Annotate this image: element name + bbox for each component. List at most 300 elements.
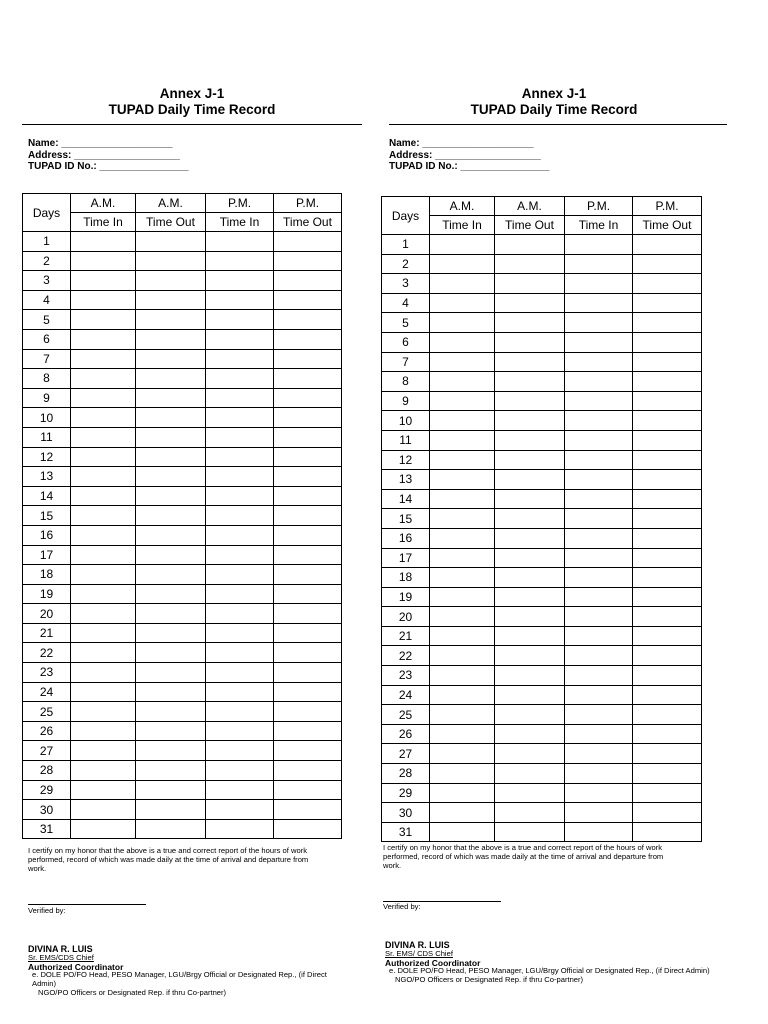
time-entry-cell[interactable]	[565, 509, 633, 529]
time-entry-cell[interactable]	[274, 427, 342, 447]
time-entry-cell[interactable]	[206, 290, 274, 310]
address-field[interactable]: Address: ___________________	[389, 149, 541, 161]
time-entry-cell[interactable]	[206, 486, 274, 506]
time-entry-cell[interactable]	[71, 310, 136, 330]
time-entry-cell[interactable]	[633, 372, 702, 392]
time-entry-cell[interactable]	[430, 724, 495, 744]
time-entry-cell[interactable]	[565, 764, 633, 784]
time-entry-cell[interactable]	[71, 290, 136, 310]
time-entry-cell[interactable]	[206, 623, 274, 643]
time-entry-cell[interactable]	[136, 408, 206, 428]
time-entry-cell[interactable]	[274, 349, 342, 369]
time-entry-cell[interactable]	[430, 783, 495, 803]
time-entry-cell[interactable]	[633, 489, 702, 509]
time-entry-cell[interactable]	[71, 506, 136, 526]
time-entry-cell[interactable]	[206, 565, 274, 585]
time-entry-cell[interactable]	[136, 290, 206, 310]
time-entry-cell[interactable]	[495, 430, 565, 450]
time-in-header: Time In	[206, 213, 274, 232]
time-in-header: Time In	[565, 216, 633, 235]
table-row	[23, 682, 342, 702]
time-entry-cell[interactable]	[274, 800, 342, 820]
time-entry-cell[interactable]	[206, 408, 274, 428]
day-number: 1	[23, 232, 71, 252]
time-entry-cell[interactable]	[274, 702, 342, 722]
time-entry-cell[interactable]	[565, 489, 633, 509]
day-number: 24	[382, 685, 430, 705]
time-entry-cell[interactable]	[565, 685, 633, 705]
time-entry-cell[interactable]	[274, 682, 342, 702]
annex-label: Annex J-1	[159, 86, 225, 101]
time-entry-cell[interactable]	[430, 626, 495, 646]
time-entry-cell[interactable]	[633, 274, 702, 294]
time-entry-cell[interactable]	[565, 352, 633, 372]
am-header: A.M.	[430, 197, 495, 216]
time-entry-cell[interactable]	[430, 587, 495, 607]
time-entry-cell[interactable]	[274, 741, 342, 761]
table-row	[23, 721, 342, 741]
time-entry-cell[interactable]	[430, 509, 495, 529]
annex-label: Annex J-1	[521, 86, 587, 101]
time-entry-cell[interactable]	[565, 274, 633, 294]
time-entry-cell[interactable]	[565, 666, 633, 686]
time-entry-cell[interactable]	[136, 310, 206, 330]
time-entry-cell[interactable]	[274, 663, 342, 683]
time-entry-cell[interactable]	[136, 780, 206, 800]
time-entry-cell[interactable]	[206, 525, 274, 545]
time-entry-cell[interactable]	[633, 254, 702, 274]
time-entry-cell[interactable]	[495, 685, 565, 705]
time-entry-cell[interactable]	[206, 447, 274, 467]
time-entry-cell[interactable]	[430, 411, 495, 431]
time-entry-cell[interactable]	[136, 329, 206, 349]
time-in-header: Time In	[430, 216, 495, 235]
time-entry-cell[interactable]	[206, 643, 274, 663]
table-row	[382, 254, 702, 274]
time-entry-cell[interactable]	[430, 313, 495, 333]
time-entry-cell[interactable]	[71, 584, 136, 604]
time-entry-cell[interactable]	[430, 646, 495, 666]
time-entry-cell[interactable]	[206, 663, 274, 683]
time-entry-cell[interactable]	[430, 332, 495, 352]
time-entry-cell[interactable]	[633, 568, 702, 588]
time-entry-cell[interactable]	[633, 293, 702, 313]
time-entry-cell[interactable]	[495, 235, 565, 255]
time-entry-cell[interactable]	[136, 369, 206, 389]
time-entry-cell[interactable]	[136, 486, 206, 506]
time-entry-cell[interactable]	[71, 741, 136, 761]
time-entry-cell[interactable]	[136, 682, 206, 702]
time-entry-cell[interactable]	[71, 819, 136, 839]
time-entry-cell[interactable]	[633, 528, 702, 548]
time-entry-cell[interactable]	[633, 646, 702, 666]
time-entry-cell[interactable]	[495, 254, 565, 274]
coordinator-note: NGO/PO Officers or Designated Rep. if thru Co-partner)	[38, 987, 227, 997]
time-entry-cell[interactable]	[565, 528, 633, 548]
time-entry-cell[interactable]	[274, 545, 342, 565]
time-entry-cell[interactable]	[71, 604, 136, 624]
time-entry-cell[interactable]	[206, 388, 274, 408]
time-entry-cell[interactable]	[274, 486, 342, 506]
time-entry-cell[interactable]	[206, 369, 274, 389]
time-entry-cell[interactable]	[495, 724, 565, 744]
day-number: 27	[23, 741, 71, 761]
time-entry-cell[interactable]	[633, 313, 702, 333]
tupad-id-field[interactable]: TUPAD ID No.: ________________	[389, 161, 550, 172]
time-entry-cell[interactable]	[565, 450, 633, 470]
time-entry-cell[interactable]	[495, 764, 565, 784]
time-entry-cell[interactable]	[136, 604, 206, 624]
time-entry-cell[interactable]	[71, 427, 136, 447]
time-entry-cell[interactable]	[495, 450, 565, 470]
time-entry-cell[interactable]	[136, 251, 206, 271]
time-entry-cell[interactable]	[633, 705, 702, 725]
time-entry-cell[interactable]	[565, 705, 633, 725]
time-entry-cell[interactable]	[206, 800, 274, 820]
time-entry-cell[interactable]	[430, 391, 495, 411]
time-entry-cell[interactable]	[633, 685, 702, 705]
time-entry-cell[interactable]	[71, 565, 136, 585]
time-entry-cell[interactable]	[430, 430, 495, 450]
time-entry-cell[interactable]	[274, 271, 342, 291]
table-row	[382, 724, 702, 744]
time-entry-cell[interactable]	[136, 584, 206, 604]
time-entry-cell[interactable]	[206, 545, 274, 565]
table-row	[23, 604, 342, 624]
time-entry-cell[interactable]	[136, 721, 206, 741]
table-row	[382, 372, 702, 392]
time-entry-cell[interactable]	[495, 744, 565, 764]
time-entry-cell[interactable]	[430, 803, 495, 823]
time-entry-cell[interactable]	[206, 427, 274, 447]
time-entry-cell[interactable]	[430, 254, 495, 274]
time-entry-cell[interactable]	[136, 643, 206, 663]
time-entry-cell[interactable]	[495, 822, 565, 842]
time-entry-cell[interactable]	[633, 744, 702, 764]
time-entry-cell[interactable]	[136, 565, 206, 585]
day-number: 15	[382, 509, 430, 529]
time-entry-cell[interactable]	[206, 467, 274, 487]
time-entry-cell[interactable]	[274, 525, 342, 545]
dtr-form-left	[22, 86, 362, 997]
time-entry-cell[interactable]	[136, 663, 206, 683]
time-entry-cell[interactable]	[495, 274, 565, 294]
time-entry-cell[interactable]	[495, 803, 565, 823]
time-entry-cell[interactable]	[430, 352, 495, 372]
time-entry-cell[interactable]	[495, 666, 565, 686]
time-entry-cell[interactable]	[206, 682, 274, 702]
time-entry-cell[interactable]	[565, 783, 633, 803]
time-entry-cell[interactable]	[274, 780, 342, 800]
time-entry-cell[interactable]	[136, 232, 206, 252]
time-entry-cell[interactable]	[206, 271, 274, 291]
verified-by-label: Verified by:	[383, 902, 421, 911]
time-entry-cell[interactable]	[274, 251, 342, 271]
time-entry-cell[interactable]	[430, 548, 495, 568]
time-entry-cell[interactable]	[633, 548, 702, 568]
time-entry-cell[interactable]	[274, 467, 342, 487]
time-entry-cell[interactable]	[430, 235, 495, 255]
time-entry-cell[interactable]	[495, 548, 565, 568]
day-number: 17	[23, 545, 71, 565]
time-entry-cell[interactable]	[206, 232, 274, 252]
time-entry-cell[interactable]	[633, 822, 702, 842]
time-entry-cell[interactable]	[71, 349, 136, 369]
time-entry-cell[interactable]	[71, 271, 136, 291]
coordinator-block	[28, 945, 348, 998]
time-entry-cell[interactable]	[136, 623, 206, 643]
time-entry-cell[interactable]	[136, 388, 206, 408]
time-entry-cell[interactable]	[430, 528, 495, 548]
time-entry-cell[interactable]	[430, 666, 495, 686]
time-entry-cell[interactable]	[430, 450, 495, 470]
time-entry-cell[interactable]	[71, 643, 136, 663]
time-entry-cell[interactable]	[274, 565, 342, 585]
time-entry-cell[interactable]	[136, 702, 206, 722]
time-entry-cell[interactable]	[565, 372, 633, 392]
time-entry-cell[interactable]	[495, 528, 565, 548]
address-field[interactable]: Address: ___________________	[28, 149, 180, 161]
time-entry-cell[interactable]	[71, 486, 136, 506]
time-entry-cell[interactable]	[274, 643, 342, 663]
time-entry-cell[interactable]	[71, 232, 136, 252]
time-entry-cell[interactable]	[495, 568, 565, 588]
day-number: 13	[23, 467, 71, 487]
time-entry-cell[interactable]	[71, 702, 136, 722]
time-entry-cell[interactable]	[274, 329, 342, 349]
time-entry-cell[interactable]	[565, 822, 633, 842]
time-entry-cell[interactable]	[206, 702, 274, 722]
tupad-id-field[interactable]: TUPAD ID No.: ________________	[28, 161, 189, 172]
time-entry-cell[interactable]	[565, 548, 633, 568]
time-entry-cell[interactable]	[206, 741, 274, 761]
time-entry-cell[interactable]	[136, 271, 206, 291]
day-number: 26	[23, 721, 71, 741]
table-row	[382, 489, 702, 509]
time-entry-cell[interactable]	[633, 783, 702, 803]
time-entry-cell[interactable]	[206, 310, 274, 330]
time-entry-cell[interactable]	[430, 607, 495, 627]
table-row	[23, 427, 342, 447]
day-number: 4	[382, 293, 430, 313]
time-entry-cell[interactable]	[136, 800, 206, 820]
day-number: 25	[23, 702, 71, 722]
time-entry-cell[interactable]	[633, 607, 702, 627]
time-entry-cell[interactable]	[71, 408, 136, 428]
time-entry-cell[interactable]	[274, 584, 342, 604]
time-entry-cell[interactable]	[633, 509, 702, 529]
table-row	[23, 545, 342, 565]
signature-line[interactable]	[28, 904, 146, 905]
day-number: 20	[382, 607, 430, 627]
time-entry-cell[interactable]	[136, 545, 206, 565]
time-entry-cell[interactable]	[565, 607, 633, 627]
time-entry-cell[interactable]	[274, 408, 342, 428]
verified-by-label: Verified by:	[28, 906, 66, 915]
time-entry-cell[interactable]	[274, 290, 342, 310]
am-header: A.M.	[495, 197, 565, 216]
time-entry-cell[interactable]	[565, 587, 633, 607]
time-entry-cell[interactable]	[565, 411, 633, 431]
time-entry-cell[interactable]	[430, 274, 495, 294]
time-entry-cell[interactable]	[71, 388, 136, 408]
time-entry-cell[interactable]	[430, 470, 495, 490]
time-entry-cell[interactable]	[495, 372, 565, 392]
time-entry-cell[interactable]	[565, 803, 633, 823]
time-entry-cell[interactable]	[71, 800, 136, 820]
time-entry-cell[interactable]	[136, 761, 206, 781]
time-entry-cell[interactable]	[565, 724, 633, 744]
time-entry-cell[interactable]	[71, 780, 136, 800]
time-entry-cell[interactable]	[206, 506, 274, 526]
table-row	[23, 310, 342, 330]
time-entry-cell[interactable]	[430, 744, 495, 764]
table-row	[382, 352, 702, 372]
time-entry-cell[interactable]	[206, 761, 274, 781]
time-entry-cell[interactable]	[274, 232, 342, 252]
table-row	[382, 626, 702, 646]
time-entry-cell[interactable]	[430, 685, 495, 705]
time-entry-cell[interactable]	[206, 329, 274, 349]
time-entry-cell[interactable]	[565, 391, 633, 411]
table-row	[382, 313, 702, 333]
time-entry-cell[interactable]	[565, 744, 633, 764]
time-entry-cell[interactable]	[71, 761, 136, 781]
time-entry-cell[interactable]	[565, 646, 633, 666]
time-entry-cell[interactable]	[71, 525, 136, 545]
time-entry-cell[interactable]	[136, 467, 206, 487]
time-entry-cell[interactable]	[71, 467, 136, 487]
time-entry-cell[interactable]	[633, 235, 702, 255]
day-number: 2	[382, 254, 430, 274]
table-row	[23, 486, 342, 506]
time-entry-cell[interactable]	[136, 447, 206, 467]
time-entry-cell[interactable]	[136, 349, 206, 369]
time-entry-cell[interactable]	[633, 411, 702, 431]
time-entry-cell[interactable]	[495, 705, 565, 725]
time-entry-cell[interactable]	[206, 819, 274, 839]
time-entry-cell[interactable]	[430, 293, 495, 313]
time-entry-cell[interactable]	[495, 509, 565, 529]
time-entry-cell[interactable]	[136, 427, 206, 447]
time-entry-cell[interactable]	[430, 372, 495, 392]
time-entry-cell[interactable]	[71, 251, 136, 271]
time-entry-cell[interactable]	[565, 626, 633, 646]
time-entry-cell[interactable]	[274, 604, 342, 624]
time-entry-cell[interactable]	[274, 388, 342, 408]
certification-text: I certify on my honor that the above is a true and correct report of the hours of work performed, record of which was made daily at the time of arrival and departure from work.	[28, 846, 309, 873]
time-entry-cell[interactable]	[495, 313, 565, 333]
time-entry-cell[interactable]	[274, 761, 342, 781]
time-entry-cell[interactable]	[71, 721, 136, 741]
time-entry-cell[interactable]	[274, 310, 342, 330]
time-entry-cell[interactable]	[136, 741, 206, 761]
time-entry-cell[interactable]	[633, 666, 702, 686]
time-entry-cell[interactable]	[274, 819, 342, 839]
time-entry-cell[interactable]	[430, 489, 495, 509]
name-field[interactable]: Name: ____________________	[389, 138, 534, 149]
coordinator-note: NGO/PO Officers or Designated Rep. if thru Co-partner)	[395, 975, 584, 985]
time-entry-cell[interactable]	[633, 470, 702, 490]
time-entry-cell[interactable]	[274, 369, 342, 389]
time-entry-cell[interactable]	[633, 764, 702, 784]
time-entry-cell[interactable]	[274, 447, 342, 467]
time-entry-cell[interactable]	[71, 369, 136, 389]
time-entry-cell[interactable]	[565, 293, 633, 313]
time-entry-cell[interactable]	[495, 607, 565, 627]
time-entry-cell[interactable]	[430, 822, 495, 842]
time-entry-cell[interactable]	[206, 721, 274, 741]
time-entry-cell[interactable]	[495, 783, 565, 803]
time-entry-cell[interactable]	[633, 803, 702, 823]
time-entry-cell[interactable]	[206, 251, 274, 271]
time-entry-cell[interactable]	[565, 254, 633, 274]
time-entry-cell[interactable]	[71, 682, 136, 702]
time-entry-cell[interactable]	[565, 332, 633, 352]
day-number: 6	[382, 332, 430, 352]
time-entry-cell[interactable]	[495, 332, 565, 352]
time-entry-cell[interactable]	[206, 604, 274, 624]
time-entry-cell[interactable]	[136, 819, 206, 839]
time-entry-cell[interactable]	[565, 235, 633, 255]
time-entry-cell[interactable]	[430, 568, 495, 588]
time-record-table	[381, 196, 702, 842]
time-entry-cell[interactable]	[430, 705, 495, 725]
time-entry-cell[interactable]	[495, 489, 565, 509]
time-entry-cell[interactable]	[633, 450, 702, 470]
time-entry-cell[interactable]	[565, 313, 633, 333]
time-entry-cell[interactable]	[136, 506, 206, 526]
time-entry-cell[interactable]	[136, 525, 206, 545]
time-entry-cell[interactable]	[430, 764, 495, 784]
time-entry-cell[interactable]	[633, 430, 702, 450]
time-entry-cell[interactable]	[565, 470, 633, 490]
time-entry-cell[interactable]	[495, 587, 565, 607]
time-entry-cell[interactable]	[71, 663, 136, 683]
time-entry-cell[interactable]	[633, 626, 702, 646]
time-entry-cell[interactable]	[71, 623, 136, 643]
time-entry-cell[interactable]	[633, 352, 702, 372]
time-entry-cell[interactable]	[495, 352, 565, 372]
time-entry-cell[interactable]	[206, 584, 274, 604]
time-entry-cell[interactable]	[206, 780, 274, 800]
time-entry-cell[interactable]	[495, 626, 565, 646]
name-field[interactable]: Name: ____________________	[28, 138, 173, 149]
time-entry-cell[interactable]	[633, 332, 702, 352]
day-number: 12	[23, 447, 71, 467]
time-entry-cell[interactable]	[71, 447, 136, 467]
time-entry-cell[interactable]	[495, 646, 565, 666]
time-entry-cell[interactable]	[565, 430, 633, 450]
time-entry-cell[interactable]	[565, 568, 633, 588]
time-entry-cell[interactable]	[274, 721, 342, 741]
time-entry-cell[interactable]	[206, 349, 274, 369]
time-entry-cell[interactable]	[71, 329, 136, 349]
table-row	[382, 783, 702, 803]
time-entry-cell[interactable]	[633, 724, 702, 744]
form-title: TUPAD Daily Time Record	[470, 102, 638, 117]
time-entry-cell[interactable]	[71, 545, 136, 565]
time-entry-cell[interactable]	[633, 587, 702, 607]
time-entry-cell[interactable]	[495, 391, 565, 411]
time-entry-cell[interactable]	[274, 623, 342, 643]
day-number: 28	[23, 761, 71, 781]
time-entry-cell[interactable]	[633, 391, 702, 411]
time-entry-cell[interactable]	[495, 470, 565, 490]
time-entry-cell[interactable]	[495, 293, 565, 313]
time-entry-cell[interactable]	[495, 411, 565, 431]
time-entry-cell[interactable]	[274, 506, 342, 526]
